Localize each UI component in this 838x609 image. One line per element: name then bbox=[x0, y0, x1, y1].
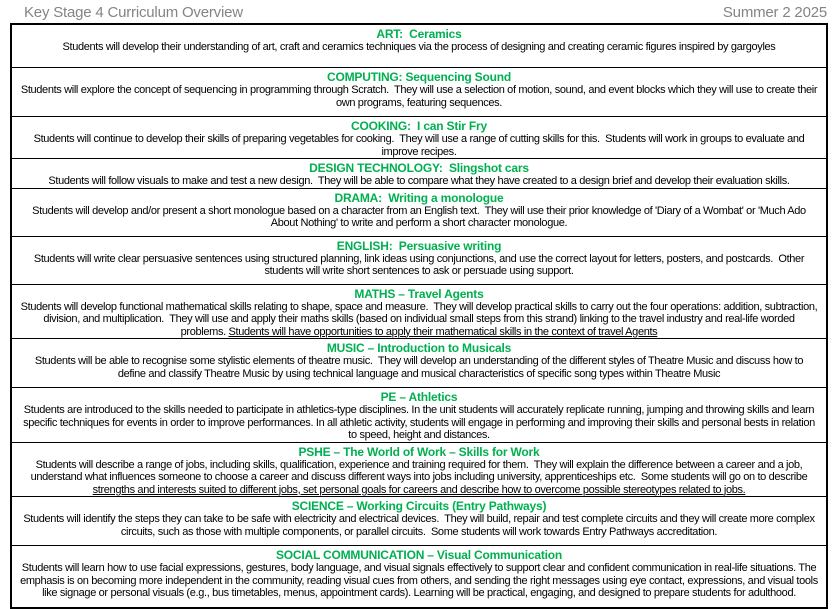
section-computing bbox=[12, 68, 826, 117]
section-pshe bbox=[12, 443, 826, 498]
subject-description: Students are introduced to the skills needed to participate in athletics-type disciplines. In the unit students will accurately replicate running, jumping and throwing skills and learn specific techniques for events in order to improve performances. In all athletic activity, students will engage in performing and improving their skills and personal bests in relation to speed, height and distances. bbox=[23, 404, 818, 441]
subject-description: Students will develop and/or present a short monologue based on a character from an English text. They will use their prior knowledge of 'Diary of a Wombat' or 'Much Ado About Nothing' to write and perform a short character monologue. bbox=[32, 204, 808, 229]
section-design-technology bbox=[12, 159, 826, 189]
document-header bbox=[24, 4, 827, 21]
curriculum-table bbox=[10, 23, 828, 609]
subject-description: Students will develop their understanding of art, craft and ceramics techniques via the process of designing and creating ceramic figures inspired by gargoyles bbox=[62, 41, 776, 53]
subject-description: Students will follow visuals to make and test a new design. They will be able to compare what they have created to a design brief and develop their evaluation skills. bbox=[48, 175, 790, 187]
subject-description: Students will explore the concept of sequencing in programming through Scratch. They will use a selection of motion, sound, and event blocks which they will use to create their own programs, featuring sequences. bbox=[20, 84, 820, 109]
section-music bbox=[12, 339, 826, 388]
section-maths bbox=[12, 285, 826, 340]
subject-description: Students will be able to recognise some stylistic elements of theatre music. They will develop an understanding of the different styles of Theatre Music and discuss how to define and classify Theatre Music by using technical language and musical characteristics of specific song types within Theatre Music bbox=[34, 355, 806, 380]
page-title: Key Stage 4 Curriculum Overview bbox=[24, 4, 243, 21]
subject-title: PSHE – The World of Work – Skills for Work bbox=[298, 444, 540, 459]
section-pe bbox=[12, 388, 826, 443]
subject-title: SCIENCE – Working Circuits (Entry Pathways) bbox=[291, 499, 547, 513]
subject-description: Students will identify the steps they can take to be safe with electricity and electrical devices. They will build, repair and test complete circuits and they will create more complex circuits, such as those with multiple components, or parallel circuits. Some students will work towards Entry Pathways accreditation. bbox=[23, 513, 818, 538]
subject-title: MATHS – Travel Agents bbox=[354, 286, 484, 301]
section-science bbox=[12, 497, 826, 546]
section-english bbox=[12, 237, 826, 285]
subject-title: COMPUTING: Sequencing Sound bbox=[327, 70, 511, 84]
subject-description: Students will continue to develop their skills of preparing vegetables for cooking. They will use a range of cutting skills for this. Students will work in groups to evaluate and improve recipes. bbox=[33, 133, 808, 158]
subject-title: DRAMA: Writing a monologue bbox=[334, 190, 504, 205]
subject-title: ART: Ceramics bbox=[376, 27, 462, 41]
term-label: Summer 2 2025 bbox=[722, 4, 827, 21]
subject-description: Students will learn how to use facial expressions, gestures, body language, and visual signals effectively to support clear and confident communication in real-life situations. The emphasis is on becoming more independent in the community, reading visual cues from others, and sending the right messages using eye contact, expressions, and visual tools like signage or personal visuals (e.g., bus timetables, menus, appointment cards). Learning will be practical, engaging, and designed to prepare students for adulthood. bbox=[20, 562, 821, 599]
subject-title: ENGLISH: Persuasive writing bbox=[336, 238, 502, 253]
section-cooking bbox=[12, 117, 826, 159]
subject-title: PE – Athletics bbox=[380, 390, 458, 404]
subject-title: MUSIC – Introduction to Musicals bbox=[326, 341, 512, 355]
subject-title: SOCIAL COMMUNICATION – Visual Communication bbox=[275, 548, 563, 562]
subject-title: DESIGN TECHNOLOGY: Slingshot cars bbox=[309, 161, 529, 175]
section-art bbox=[12, 25, 826, 68]
subject-description: Students will describe a range of jobs, including skills, qualification, experience and training required for them. They will explain the difference between a career and a job, understand what influences someone to choose a career and discuss different ways into jobs including university, apprenticeships etc. Some students will go on to describe strengths and interests suited to different jobs, set personal goals for careers and describe how to overcome possible stereotypes related to jobs. bbox=[30, 458, 811, 496]
subject-title: COOKING: I can Stir Fry bbox=[351, 119, 487, 133]
section-social-communication bbox=[12, 546, 826, 607]
subject-description: Students will write clear persuasive sentences using structured planning, link ideas using conjunctions, and use the correct layout for letters, posters, and postcards. Other students will write short sentences to ask or persuade using support. bbox=[33, 252, 807, 277]
subject-description: Students will develop functional mathematical skills relating to shape, space and measure. They will develop practical skills to carry out the four operations: addition, subtraction, division, and multiplication. They will use and apply their maths skills (based on individual small steps from this strand) linking to the travel industry and real-life worded problems. Students will have opportunities to apply their mathematical skills in the context of travel Agents bbox=[20, 300, 821, 338]
section-drama bbox=[12, 189, 826, 237]
